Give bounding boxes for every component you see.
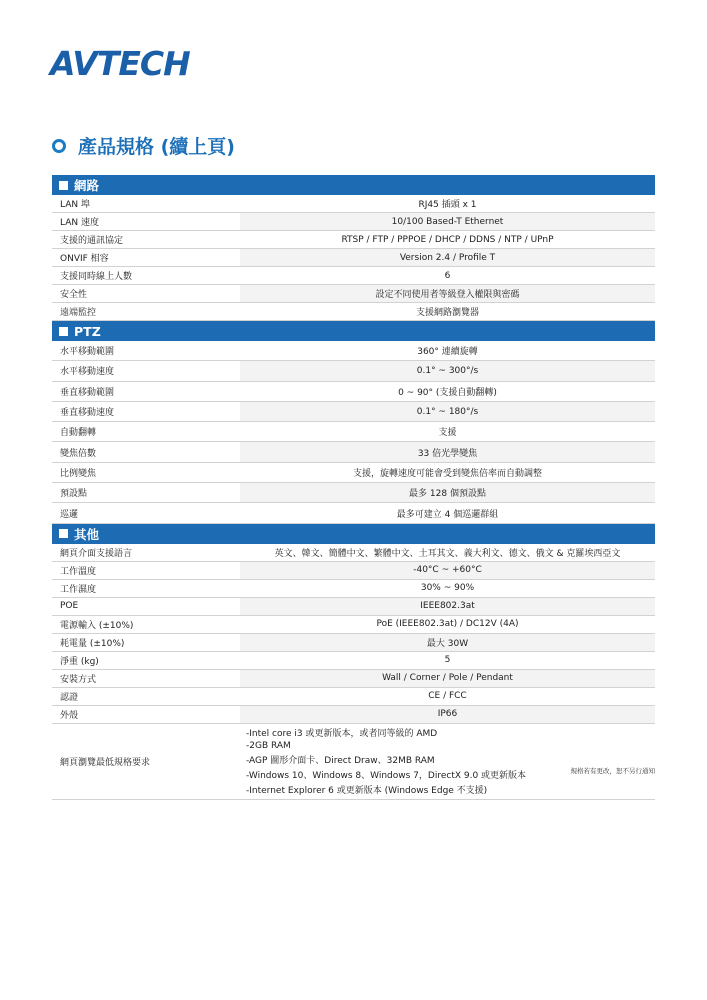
- spec-value: 0 ~ 90° (支援自動翻轉): [240, 382, 655, 401]
- requirement-line: -Windows 10、Windows 8、Windows 7，DirectX 9.0 或更新版本: [246, 771, 527, 782]
- section-title: 其他: [74, 526, 100, 542]
- spec-row: [52, 616, 655, 634]
- spec-row: [52, 303, 655, 321]
- spec-label: 遠端監控: [60, 308, 97, 318]
- spec-value: RJ45 插頭 x 1: [240, 195, 655, 212]
- requirement-line: -2GB RAM: [246, 741, 291, 752]
- spec-label: 比例變焦: [60, 468, 97, 479]
- spec-row: [52, 652, 655, 670]
- spec-row: [52, 580, 655, 598]
- spec-value: PoE (IEEE802.3at) / DC12V (4A): [240, 616, 655, 633]
- section-header-network: [52, 175, 655, 195]
- spec-label: 變焦倍數: [60, 448, 97, 459]
- spec-label: 巡邏: [60, 509, 79, 520]
- spec-label: ONVIF 相容: [60, 254, 109, 264]
- spec-row: [52, 341, 655, 361]
- spec-table: [52, 175, 655, 800]
- spec-value: 支援網路瀏覽器: [240, 303, 655, 320]
- spec-row: [52, 267, 655, 285]
- spec-value: [240, 724, 655, 799]
- circle-bullet-icon: [52, 139, 66, 153]
- spec-label: 支援同時線上人數: [60, 272, 133, 282]
- spec-value: 支援: [240, 422, 655, 441]
- spec-label: LAN 速度: [60, 218, 99, 228]
- spec-label: 安全性: [60, 290, 88, 300]
- spec-value: -40°C ~ +60°C: [240, 562, 655, 579]
- spec-row: [52, 544, 655, 562]
- spec-row: [52, 503, 655, 523]
- spec-label: 垂直移動範圍: [60, 387, 115, 398]
- spec-label: 支援的通訊協定: [60, 236, 124, 246]
- spec-value: 0.1° ~ 180°/s: [240, 402, 655, 421]
- spec-row: [52, 422, 655, 442]
- section-ptz: [52, 321, 655, 524]
- spec-label: 工作溫度: [60, 566, 97, 577]
- spec-label: 耗電量 (±10%): [60, 638, 125, 649]
- spec-row: [52, 634, 655, 652]
- spec-label: 網頁瀏覽最低規格要求: [60, 757, 151, 768]
- square-bullet-icon: [59, 327, 68, 336]
- spec-row: [52, 402, 655, 422]
- spec-value: RTSP / FTP / PPPOE / DHCP / DDNS / NTP / UPnP: [240, 231, 655, 248]
- requirement-line: -Intel core i3 或更新版本，或者同等級的 AMD: [246, 729, 438, 740]
- spec-row: [52, 598, 655, 616]
- spec-row: [52, 361, 655, 381]
- spec-row: [52, 688, 655, 706]
- spec-label: POE: [60, 601, 79, 612]
- spec-value: Version 2.4 / Profile T: [240, 249, 655, 266]
- spec-row: [52, 249, 655, 267]
- spec-value: Wall / Corner / Pole / Pendant: [240, 670, 655, 687]
- page-title-row: [52, 132, 235, 159]
- spec-value: IP66: [240, 706, 655, 723]
- spec-value: 英文、韓文、簡體中文、繁體中文、土耳其文、義大利文、德文、俄文 & 克羅埃西亞文: [240, 544, 655, 561]
- spec-row: [52, 483, 655, 503]
- spec-label: 垂直移動速度: [60, 408, 115, 419]
- spec-label: 安裝方式: [60, 674, 97, 685]
- spec-row: [52, 706, 655, 724]
- spec-value: 0.1° ~ 300°/s: [240, 361, 655, 380]
- spec-value: 最大 30W: [240, 634, 655, 651]
- spec-value: 最多可建立 4 個巡邏群組: [240, 503, 655, 522]
- spec-row: [52, 442, 655, 462]
- spec-label: 網頁介面支援語言: [60, 548, 133, 559]
- spec-label: 認證: [60, 692, 79, 703]
- section-title: PTZ: [74, 323, 101, 339]
- spec-label: LAN 埠: [60, 200, 90, 210]
- spec-row: [52, 195, 655, 213]
- section-network: [52, 175, 655, 321]
- spec-value: 支援，旋轉速度可能會受到變焦倍率而自動調整: [240, 463, 655, 482]
- spec-label: 自動翻轉: [60, 428, 97, 439]
- avtech-logo: AVTECH: [50, 44, 190, 83]
- spec-value: 10/100 Based-T Ethernet: [240, 213, 655, 230]
- spec-value: IEEE802.3at: [240, 598, 655, 615]
- spec-row: [52, 463, 655, 483]
- page-title: 產品規格 (續上頁): [78, 136, 235, 158]
- spec-value: CE / FCC: [240, 688, 655, 705]
- spec-value: 6: [240, 267, 655, 284]
- spec-row: [52, 285, 655, 303]
- footnote: 規格若有更改，恕不另行通知: [570, 767, 655, 775]
- spec-row: [52, 213, 655, 231]
- requirement-line: -Internet Explorer 6 或更新版本 (Windows Edge 不支援): [246, 786, 488, 797]
- spec-value: 最多 128 個預設點: [240, 483, 655, 502]
- square-bullet-icon: [59, 181, 68, 190]
- spec-label: 電源輸入 (±10%): [60, 620, 134, 631]
- spec-value: 設定不同使用者等級登入權限與密碼: [240, 285, 655, 302]
- section-title: 網路: [74, 178, 100, 193]
- section-header-ptz: [52, 321, 655, 341]
- section-other: [52, 524, 655, 800]
- spec-value: 33 倍光學變焦: [240, 442, 655, 461]
- spec-row: [52, 670, 655, 688]
- spec-row: [52, 562, 655, 580]
- requirement-line: -AGP 圖形介面卡、Direct Draw、32MB RAM: [246, 756, 435, 767]
- section-header-other: [52, 524, 655, 544]
- spec-value: 360° 連續旋轉: [240, 341, 655, 360]
- spec-label: 預設點: [60, 489, 88, 500]
- spec-row-browser-requirements: [52, 724, 655, 800]
- spec-label: 外殼: [60, 710, 79, 721]
- spec-row: [52, 231, 655, 249]
- spec-label: 工作濕度: [60, 584, 97, 595]
- spec-value: 5: [240, 652, 655, 669]
- spec-label: 水平移動範圍: [60, 347, 115, 358]
- spec-label: 水平移動速度: [60, 367, 115, 378]
- spec-value: 30% ~ 90%: [240, 580, 655, 597]
- square-bullet-icon: [59, 529, 68, 538]
- spec-row: [52, 382, 655, 402]
- spec-label: 淨重 (kg): [60, 656, 99, 667]
